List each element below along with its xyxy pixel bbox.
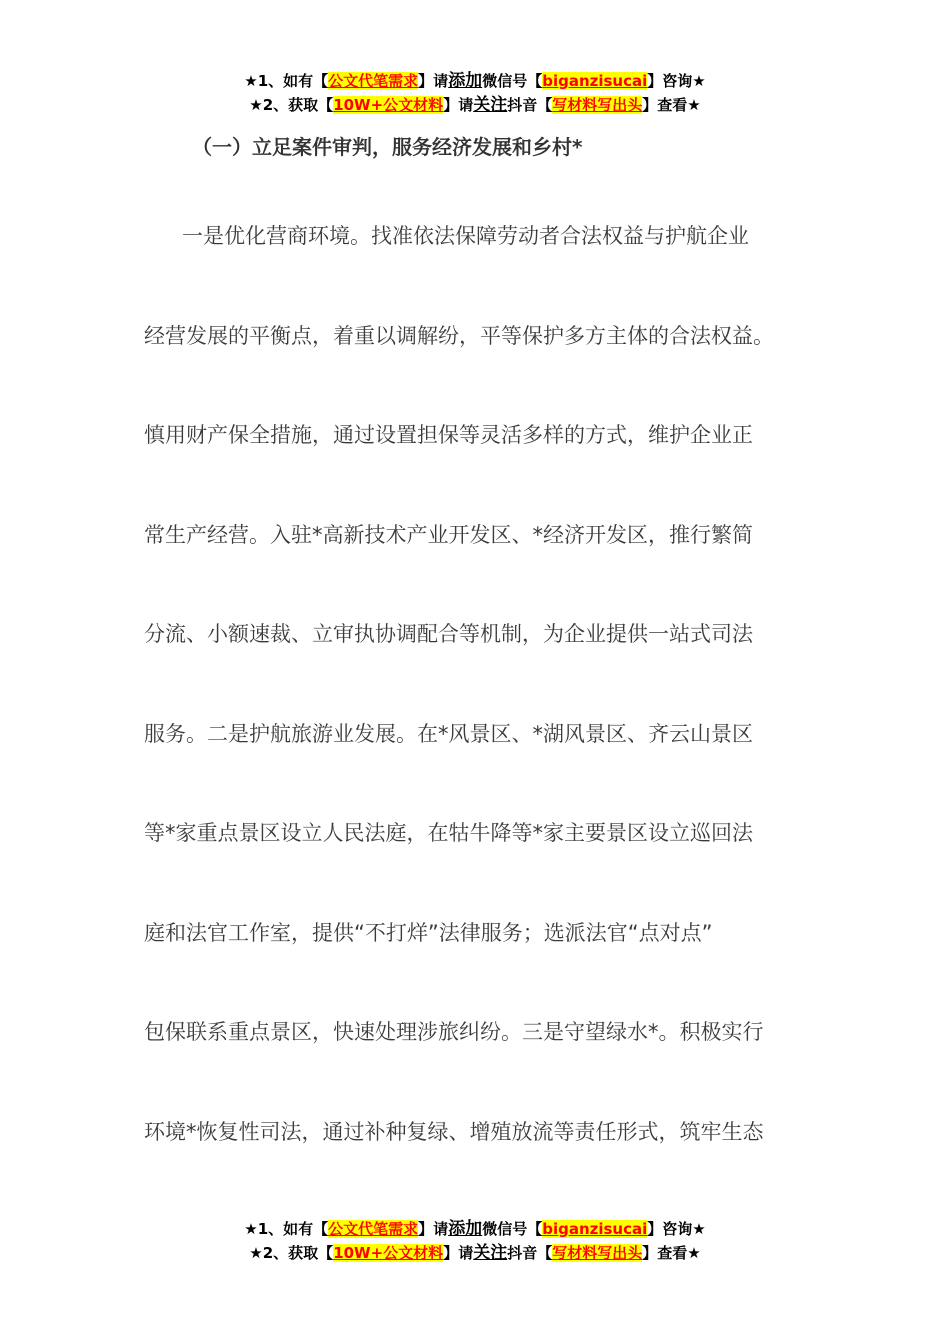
body-line: 等*家重点景区设立人民法庭，在牯牛降等*家主要景区设立巡回法 (144, 821, 753, 845)
highlight-wechat-id: biganzisucai (542, 72, 648, 90)
banner-text: ★2、获取【 (249, 1244, 334, 1262)
banner-line-1 (0, 1217, 950, 1241)
banner-text: 微信号【 (482, 1220, 543, 1238)
body-line: 经营发展的平衡点，着重以调解纷，平等保护多方主体的合法权益。 (144, 323, 774, 348)
banner-text: 】查看★ (642, 1244, 701, 1262)
underline-text: 关注 (473, 95, 508, 115)
highlight-douyin-account: 写材料写出头 (552, 1244, 643, 1262)
body-line: 包保联系重点景区，快速处理涉旅纠纷。三是守望绿水*。积极实行 (144, 1020, 764, 1044)
section-heading: （一）立足案件审判，服务经济发展和乡村* (192, 135, 583, 159)
header-banner (0, 69, 950, 117)
banner-text: ★1、如有【 (244, 1220, 329, 1238)
banner-text: 微信号【 (482, 72, 543, 90)
banner-line-2 (0, 1241, 950, 1265)
banner-text: 抖音【 (507, 96, 553, 114)
body-line: 常生产经营。入驻*高新技术产业开发区、*经济开发区，推行繁简 (144, 522, 753, 547)
body-line: 分流、小额速裁、立审执协调配合等机制，为企业提供一站式司法 (144, 622, 753, 646)
highlight-materials: 10W+公文材料 (333, 96, 444, 114)
banner-text: 】查看★ (642, 96, 701, 114)
banner-line-1 (0, 69, 950, 93)
body-line: 庭和法官工作室，提供“不打烊”法律服务；选派法官“点对点” (144, 920, 713, 945)
banner-text: 】咨询★ (647, 1220, 706, 1238)
banner-text: 】请 (418, 72, 449, 90)
banner-line-2 (0, 93, 950, 117)
highlight-wechat-id: biganzisucai (542, 1220, 648, 1238)
document-body (144, 213, 824, 1208)
highlight-service: 公文代笔需求 (328, 1220, 419, 1238)
banner-text: 】请 (443, 96, 474, 114)
underline-text: 添加 (448, 1219, 483, 1239)
underline-text: 添加 (448, 71, 483, 91)
banner-text: ★2、获取【 (249, 96, 334, 114)
banner-text: 】请 (443, 1244, 474, 1262)
banner-text: 】咨询★ (647, 72, 706, 90)
footer-banner (0, 1217, 950, 1265)
highlight-douyin-account: 写材料写出头 (552, 96, 643, 114)
body-line: 一是优化营商环境。找准依法保障劳动者合法权益与护航企业 (182, 224, 749, 248)
banner-text: ★1、如有【 (244, 72, 329, 90)
banner-text: 抖音【 (507, 1244, 553, 1262)
body-line: 环境*恢复性司法，通过补种复绿、增殖放流等责任形式，筑牢生态 (144, 1119, 764, 1144)
banner-text: 】请 (418, 1220, 449, 1238)
body-line: 慎用财产保全措施，通过设置担保等灵活多样的方式，维护企业正 (144, 423, 753, 447)
underline-text: 关注 (473, 1243, 508, 1263)
highlight-service: 公文代笔需求 (328, 72, 419, 90)
body-line: 服务。二是护航旅游业发展。在*风景区、*湖风景区、齐云山景区 (144, 721, 753, 746)
highlight-materials: 10W+公文材料 (333, 1244, 444, 1262)
